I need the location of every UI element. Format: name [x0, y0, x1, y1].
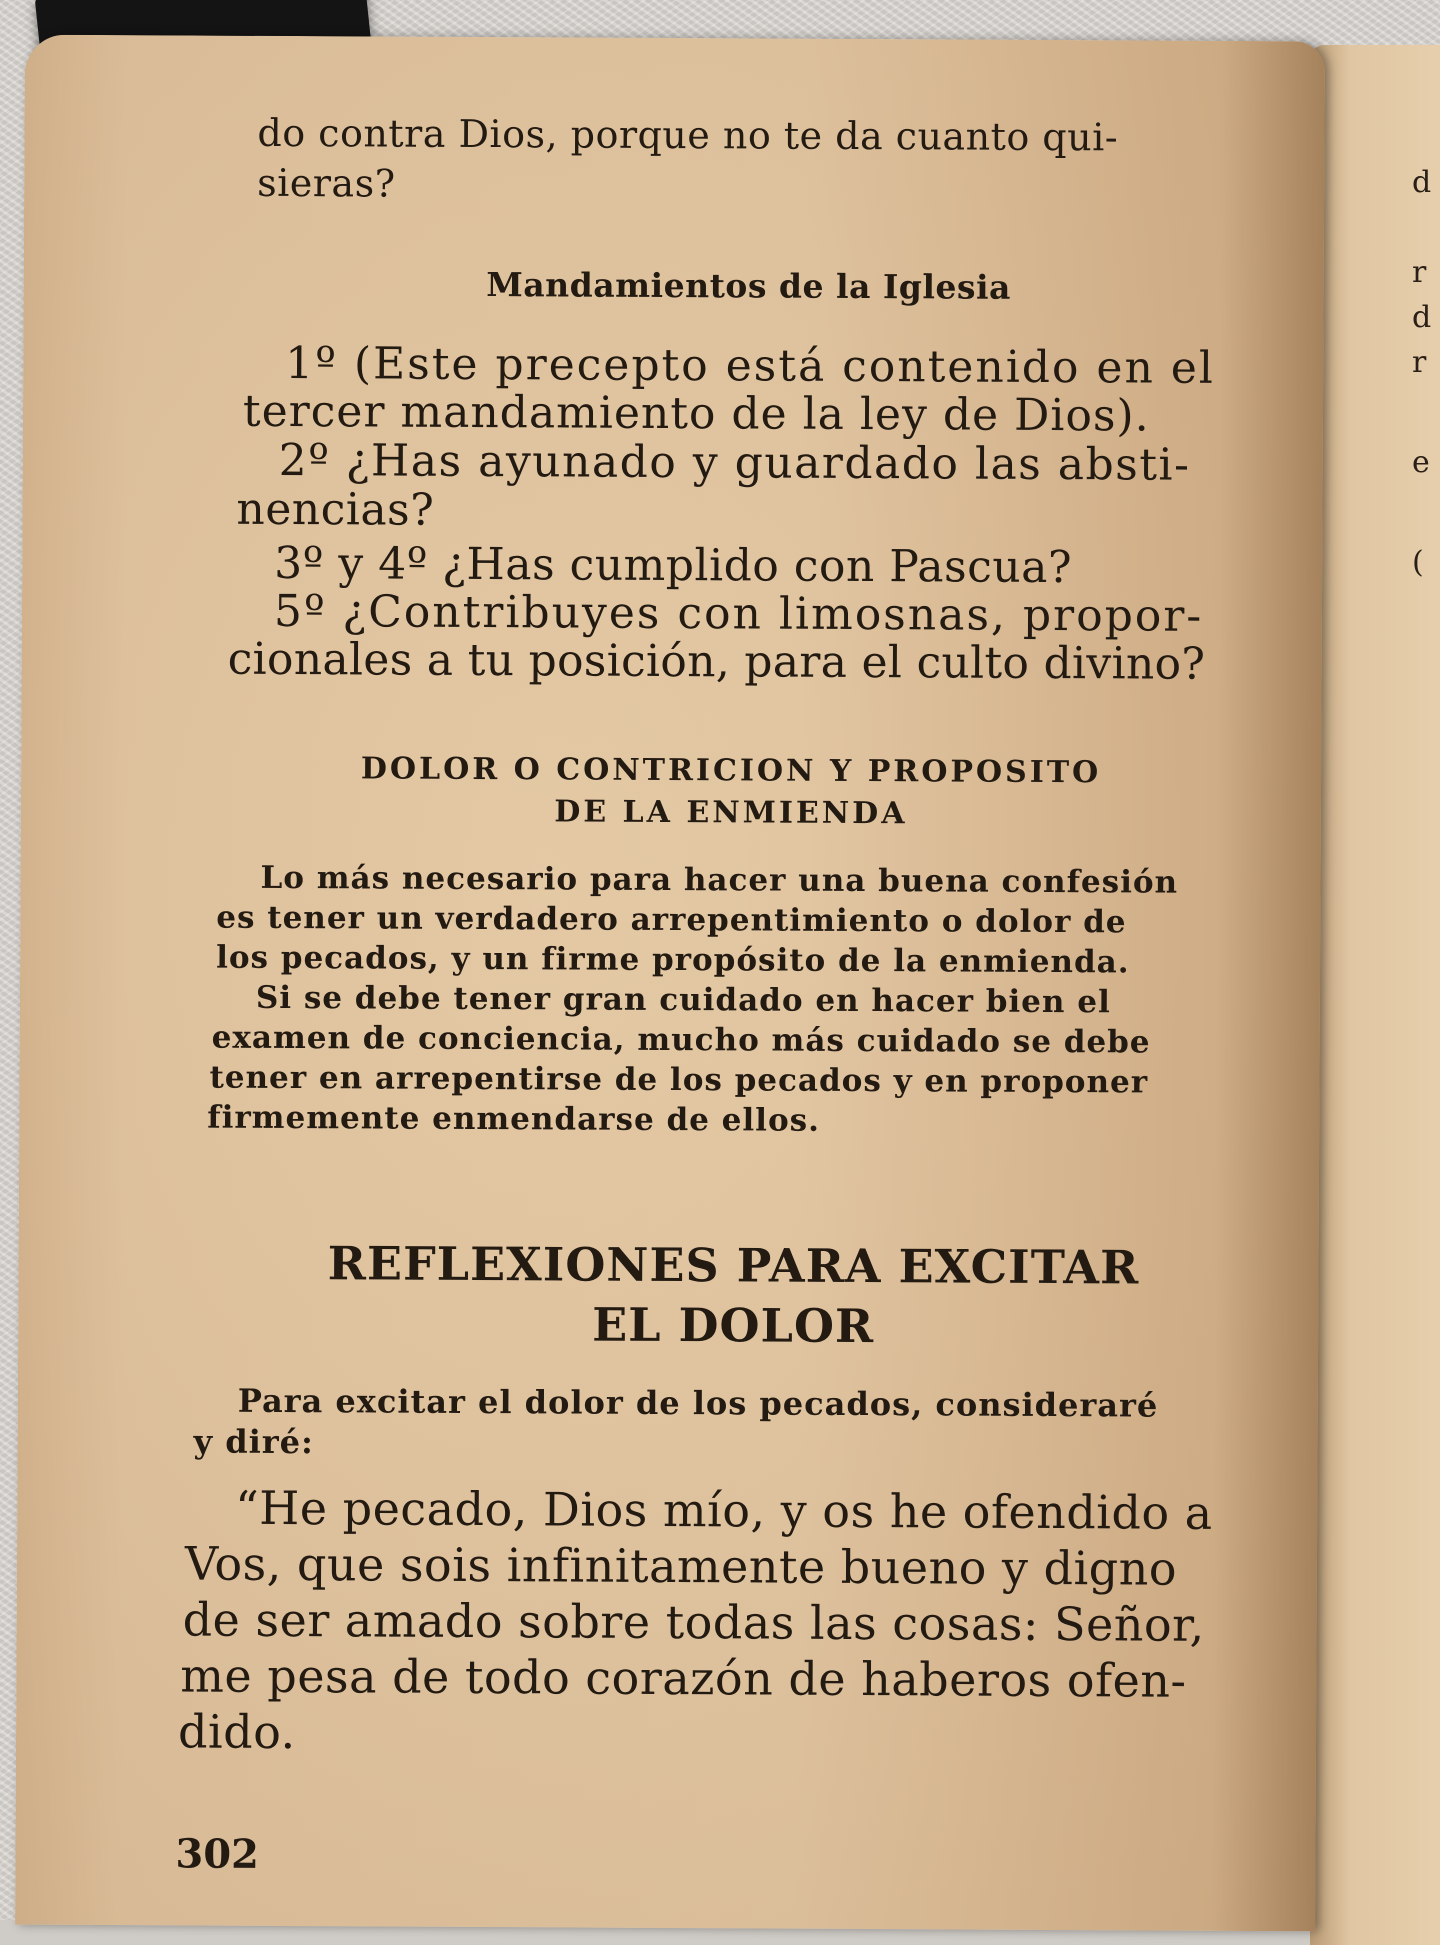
quote-line: dido. — [177, 1704, 296, 1760]
paragraph-line: y diré: — [193, 1422, 314, 1462]
quote-line: Vos, que sois infinitamente bueno y digno — [184, 1536, 1178, 1596]
paragraph-line: 5º ¿Contribuyes con limosnas, propor- — [273, 585, 1204, 642]
facing-page-fragment: r — [1412, 255, 1427, 290]
quote-line: de ser amado sobre todas las cosas: Señor, — [182, 1592, 1205, 1652]
paragraph-line: los pecados, y un firme propósito de la enmienda. — [216, 939, 1130, 981]
paragraph-line: nencias? — [236, 483, 435, 536]
facing-page — [1310, 45, 1440, 1945]
paragraph-line: tercer mandamiento de la ley de Dios). — [242, 385, 1150, 442]
paragraph-line: examen de conciencia, mucho más cuidado se debe — [211, 1019, 1151, 1061]
paragraph-line: cionales a tu posición, para el culto divino? — [227, 633, 1206, 690]
paragraph-line: 3º y 4º ¿Has cumplido con Pascua? — [274, 537, 1073, 594]
section-title-reflexiones: REFLEXIONES PARA EXCITAR — [327, 1236, 1140, 1295]
facing-page-fragment: e — [1412, 445, 1430, 480]
paragraph-line: Si se debe tener gran cuidado en hacer bien el — [255, 979, 1111, 1021]
quote-line: “He pecado, Dios mío, y os he ofendido a — [235, 1480, 1213, 1540]
facing-page-fragment: r — [1412, 345, 1427, 380]
section-title-reflexiones: EL DOLOR — [592, 1297, 875, 1354]
section-title-dolor: DE LA ENMIENDA — [554, 794, 908, 832]
quote-line: me pesa de todo corazón de haberos ofen- — [180, 1648, 1187, 1708]
continuation-line: sieras? — [257, 160, 396, 206]
facing-page-fragment: ( — [1412, 545, 1424, 580]
paragraph-line: Para excitar el dolor de los pecados, consideraré — [237, 1381, 1159, 1425]
book-page — [15, 35, 1325, 1932]
paragraph-line: es tener un verdadero arrepentimiento o dolor de — [216, 899, 1127, 941]
paragraph-line: firmemente enmendarse de ellos. — [207, 1099, 821, 1139]
page-number: 302 — [175, 1830, 260, 1878]
section-title-dolor: DOLOR O CONTRICION Y PROPOSITO — [360, 751, 1102, 791]
paragraph-line: tener en arrepentirse de los pecados y en proponer — [209, 1059, 1149, 1101]
facing-page-fragment: d — [1412, 300, 1432, 335]
paragraph-line: 2º ¿Has ayunado y guardado las absti- — [278, 434, 1191, 491]
continuation-line: do contra Dios, porque no te da cuanto qui- — [257, 110, 1119, 160]
facing-page-fragment: d — [1412, 165, 1432, 200]
section-title-mandamientos: Mandamientos de la Iglesia — [486, 265, 1012, 307]
paragraph-line: 1º (Este precepto está contenido en el — [285, 337, 1216, 394]
paragraph-line: Lo más necesario para hacer una buena confesión — [260, 859, 1179, 901]
